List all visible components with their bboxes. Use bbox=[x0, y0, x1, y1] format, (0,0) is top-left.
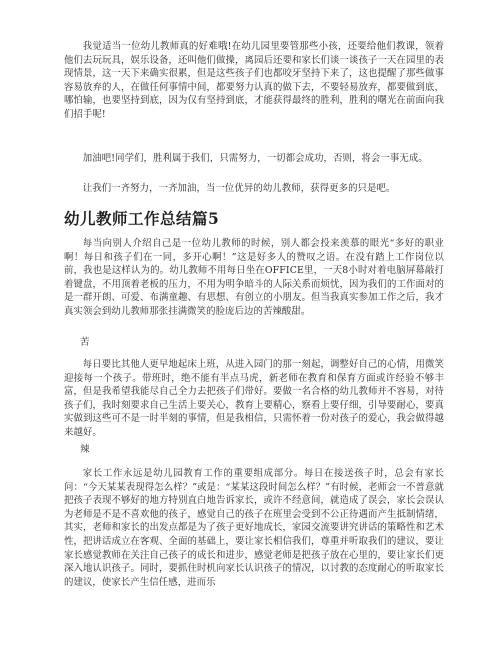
section-heading: 幼儿教师工作总结篇5 bbox=[64, 209, 220, 228]
paragraph-bitter: 每日要比其他人更早地起床上班，从进入园门的那一刻起，调整好自己的心情，用微笑迎接每一个孩子。带班时，绝不能有半点马虎，新老师在教育和保育方面或许经验不够丰富，但是我希望我能尽自己全力去把孩子们带好。要做一名合格的幼儿教师并不容易，对待孩子们，我时刻要求自己生活上要关心，教育上要精心，察看上要仔细，引导要耐心，要真实做到这些可不是一时半刻的事情，但是我相信，只需怀着一份对孩子的爱心，我会做得越来越好。 bbox=[64, 359, 444, 438]
paragraph-cheer-up: 加油吧!同学们，胜利属于我们，只需努力，一切都会成功，否则，将会一事无成。 bbox=[82, 153, 428, 164]
paragraph-intro: 每当向别人介绍自己是一位幼儿教师的时候，别人都会投来羡慕的眼光“多好的职业啊！每日和孩子们在一同，多开心啊！”这是好多人的赞叹之语。在没有踏上工作岗位以前，我也是这样认为的。幼儿教师不用每日坐在OFFICE里，一天8小时对着电脑屏幕敲打着键盘，不用顶着老板的压力，不用为明争暗斗的人际关系而烦忧，因为我们的工作面对的是一群开朗、可爱、布满童趣、有思想、有创立的小朋友。但当我真实参加工作之后，我才真实领会到幼儿教师那张挂满微笑的脸庞后边的苦辣酸甜。 bbox=[64, 238, 444, 317]
label-spicy: 辣 bbox=[80, 444, 90, 455]
paragraph-work-together: 让我们一齐努力，一齐加油，当一位优异的幼儿教师，获得更多的只是吧。 bbox=[82, 183, 396, 194]
paragraph-spicy: 家长工作永远是幼儿园教育工作的重要组成部分。每日在接送孩子时，总会有家长问：“今天某某表现得怎么样？”或是：“某某这段时间怎么样？”有时候，老师会一不普意就把孩子表现不够好的地方特别直白地告诉家长，或许不经意间，就造成了误会，家长会误认为老师是不是不喜欢他的孩子，感觉自己的孩子在班里会受到不公正待遇而产生抵制情绪，其实，老师和家长的出发点都是为了孩子更好地成长，家园交流要讲究讲话的策略性和艺术性，把讲话成立在客观、全面的基础上，要让家长相信我们，尊重并听取我们的建议，要让家长感觉教师在关注自己孩子的成长和进步，感觉老师是把孩子放在心里的，要让家长们更深入地认识孩子。同时，要抓住时机向家长认识孩子的情况，以讨教的态度耐心的听取家长的建议，使家长产生信任感，进而乐 bbox=[64, 468, 444, 588]
paragraph-teacher-hard: 我觉适当一位幼儿教师真的好难哦!在幼儿园里要管那些小孩，还要给他们教课，领着他们去玩玩具，娱乐设备，还叫他们做操，离园后还要和家长们谈一谈孩子一天在园里的表现情景，这一天下来确实很累，但是这些孩子们也都咬牙坚持下来了，这也提醒了那些做事容易放弃的人，在做任何事情中间，都要努力认真的做下去，不要轻易放弃，都要做到底，哪怕输，也要坚持到底，因为仅有坚持到底，才能获得最终的胜利，胜利的曙光在前面向我们招手呢! bbox=[64, 41, 444, 120]
label-bitter: 苦 bbox=[80, 337, 90, 348]
